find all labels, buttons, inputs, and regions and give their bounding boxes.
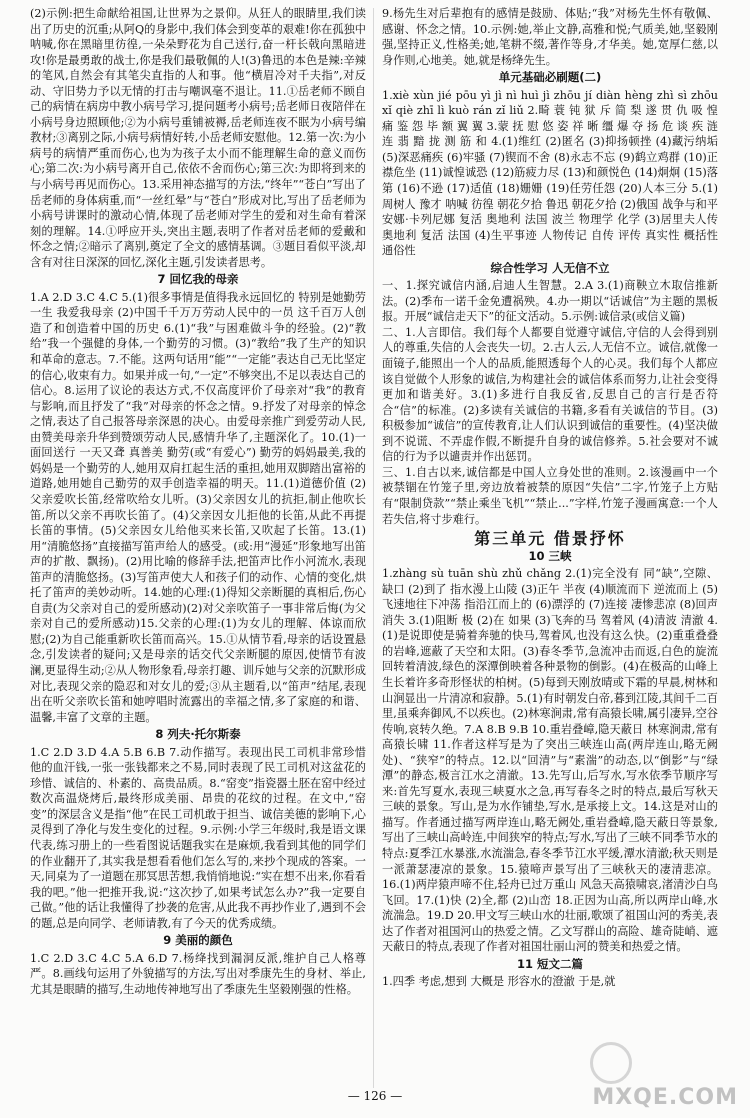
unit-heading: 第三单元 借景抒怀 — [474, 529, 626, 549]
section-heading: 综合性学习 人无信不立 — [490, 260, 610, 275]
section-heading: 10 三峡 — [528, 548, 572, 563]
answer-paragraph: (2)示例:把生命献给祖国,让世界为之景仰。从狂人的眼睛里,我们读出了历史的沉重;从阿Q的身影中,我们体会到变革的艰难!你在孤独中呐喊,你在黑暗里彷徨,一朵朵野花为自己送行,奋一杆长戟向黑暗进攻!你是最勇敢的战士,你是我们最敬佩的人!(3)鲁迅的本色是辣:辛辣的笔风,自然会有其笔尖直指的人和事。他“横眉冷对千夫指”,对反动、守旧势力予以无情的打击与嘲讽毫不退让。11.①岳老师不顾自己的病情在病房中教小病号学习,提问题考小病号;岳老师日夜陪伴在小病号身边照顾他;②为小病号重铺被褥,岳老师连夜不眠为小病号编教材;③离别之际,小病号病情好转,小岳老师安慰他。12.第一次:为小病号的病情严重而伤心,也为为孩子太小而不能理解生命的意义而伤心;第二次:为小病号离开自己,依依不舍而伤心;第三次:为即将到来的与小病号再见而伤心。13.采用神态描写的方法,“终年”“苍白”写出了岳老师的身体病重,而“一丝红晕”与“苍白”形成对比,写出了岳老师为小病号讲课时的激动心情,体现了岳老师对学生的爱和对生命有着深刻的理解。14.①呼应开头,突出主题,表明了作者对岳老师的爱戴和怀念之情;②暗示了离别,奠定了全文的感情基调。③题目看似平淡,却含有对往日深深的回忆,深化主题,引发读者思考。 — [30, 7, 366, 269]
answer-paragraph: 1.C 2.D 3.D 4.A 5.B 6.B 7.动作描写。表现出民工司机非常珍惜他的血汗钱,一张一张钱都来之不易,同时表现了民工司机对这盆花的珍惜、诚信的、朴素的、高贵品质。8.“窑变”指瓷器土胚在窑中经过数次高温烧烤后,最终形成美丽、昂贵的花纹的过程。在文中,“窑变”的深层含义是指“他”在民工司机敢于担当、诚信美德的影响下,心灵得到了净化与发生变化的过程。9.示例:小学三年级时,我是语文课代表,练习册上的一些看图说话题我实在是麻烦,我看到其他的同学们的作业翻开了,其实我是想看看他们怎么写的,来抄个现成的答案。一天,同桌为了一道题在那冥思苦想,我悄悄地说:“实在想不出来,你看看我的吧。”他一把推开我,说:“这次抄了,如果考试怎么办?”我一定要自己做。”他的话让我懂得了抄袭的危害,从此我不再抄作业了,遇到不会的题,总是向同学、老师请教,有了今天的优秀成绩。 — [30, 745, 366, 930]
column-divider — [373, 8, 374, 1088]
section-heading: 9 美丽的颜色 — [163, 933, 233, 948]
answer-paragraph: 一、1.探究诚信内涵,启迪人生智慧。2.A 3.(1)商鞅立木取信推新法。(2)季布一诺千金免遭祸殃。4.办一期以“话诚信”为主题的黑板报。开展“诚信走天下”的征文活动。5.示例:诚信录(或信义篇) — [382, 279, 718, 324]
watermark-text: MXQE.COM — [592, 1085, 738, 1110]
answer-paragraph: 1.四季 考虑,想到 大概是 形容水的澄澈 于是,就 — [382, 975, 616, 989]
left-column — [30, 6, 366, 997]
section-heading: 单元基础必刷题(二) — [498, 70, 602, 85]
answer-paragraph: 1.A 2.D 3.C 4.C 5.(1)很多事情是值得我永远回忆的 特别是她勤劳一生 我爱我母亲 (2)中国千千万万劳动人民中的一员 这千百万人创造了和创造着中国的历史 6.(1)“我”与困难做斗争的经验。(2)“教给”我一个强健的身体,一个勤劳的习惯。(3)“教给”我了生产的知识和革命的意志。7.不能。这两句话用“能”“一定能”表达自己无比坚定的信心,收束有力。如果并成一句,“一定”不够突出,不足以表达自己的信心。8.运用了议论的表达方式,不仅高度评价了母亲对“我”的教育与影响,而且抒发了“我”对母亲的怀念之情。9.抒发了对母亲的悼念之情,表达了自己报答母亲深恩的决心。由爱母亲推广到爱劳动人民,由赞美母亲升华到赞颂劳动人民,感情升华了,主题深化了。10.(1)一面回送行 一天又聋 真善美 勤劳(或“有爱心”) 勤劳的妈妈最美,我的妈妈是一个勤劳的人,她用双肩扛起生活的重担,她用双脚踏出富裕的道路,她用她自己勤劳的双手创造幸福的明天。11.(1)道德价值 (2)父亲爱吹长笛,经常吹给女儿听。(3)父亲因女儿的抗拒,制止他吹长笛,所以父亲不再吹长笛了。(4)父亲因女儿拒他的长笛,从此不再提长笛的事情。(5)父亲因女儿给他买来长笛,又吹起了长笛。13.(1)用“清脆悠扬”直接描写笛声给人的感受。(或:用“漫延”形象地写出笛声的扩散、飘扬)。(2)用比喻的修辞手法,把笛声比作小河流水,表现笛声的清脆悠扬。(3)写笛声使大人和孩子们的动作、心情的变化,烘托了笛声的美妙动听。14.她的心理:(1)得知父亲断腿的真相后,伤心自责(为父亲对自己的爱所感动)(2)对父亲吹笛子一事非常后悔(为父亲对自己的爱所感动)15.父亲的心理:(1)为女儿的理解、体谅而欣慰;(2)为自己能重新吹长笛而高兴。15.①从情节看,母亲的话设置悬念,引发读者的疑问;又是母亲的话交代父亲断腿的原因,使情节有波澜,更显得生动;②从人物形象看,母亲打趣、训斥她与父亲的沉默形成对比,表现父亲的隐忍和对女儿的爱;③从主题看,以“笛声”结尾,表现出在听父亲吹长笛和她哼唱时流露出的幸福之情,多了家庭的和谐、温馨,丰富了文章的主题。 — [30, 290, 366, 724]
watermark-circle-icon — [590, 1042, 632, 1084]
page-number: — 126 — — [347, 1089, 403, 1103]
answer-paragraph: 9.杨先生对后辈抱有的感情是鼓励、体贴;“我”对杨先生怀有敬佩、感谢、怀念之情。10.示例:她,举止文静,高雅和悦;气质美,她,坚毅刚强,坚持正义,性格美;她,笔耕不缀,著作等身,才华美。她,宽厚仁慈,以身作则,心地美。她,就是杨绛先生。 — [382, 7, 718, 67]
answer-paragraph: 1.C 2.D 3.C 4.C 5.A 6.D 7.杨绛找到漏洞反派,维护自己人格尊严。8.画线句运用了外貌描写的方法,写出对季康先生的身材、举止,尤其是眼睛的描写,生动地传神地写出了季康先生坚毅刚强的性格。 — [30, 951, 366, 996]
section-heading: 7 回忆我的母亲 — [157, 272, 239, 287]
section-heading: 8 列夫·托尔斯泰 — [155, 727, 241, 742]
answer-paragraph: 1.xiè xùn jié pōu yì jì nì huì jì zhōu jí diàn hèng zhì sì zhōu xǐ qiè zhī lì kuò rán zǐ liǔ 2.畸 蓑 钝 狱 斥 简 梨 遂 贯 仇 吸 惶 痛 鉴 怨 毕 额 翼 翼 3.蒙 抚 慰 悠 姿 祥 晰 缰 爆 夺 扬 危 谈 疾 涟 连 翡 黯 拢 测 筋 和 4.(1)维红 (2)匿名 (3)抑扬顿挫 (4)藏污纳垢 (5)深恶痛疾 (6)牢骚 (7)锲而不舍 (8)永志不忘 (9)鹤立鸡群 (10)正襟危坐 (11)诚惶诚恐 (12)筋疲力尽 (13)和颜悦色 (14)炯炯 (15)落第 (16)不逊 (17)适值 (18)姗姗 (19)任劳任怨 (20)人本三分 5.(1)周树人 豫才 呐喊 彷徨 朝花夕拾 鲁迅 朝花夕拾 (2)俄国 战争与和平 安娜·卡列尼娜 复活 奥地利 法国 波兰 物理学 化学 (3)居里夫人传 奥地利 复活 法国 (4)生平事迹 人物传记 自传 评传 真实性 概括性 通俗性 — [382, 88, 718, 258]
right-column — [382, 6, 718, 990]
answer-paragraph: 二、1.人言即信。我们每个人都要自觉遵守诚信,守信的人会得到别人的尊重,失信的人会丧失一切。2.古人云,人无信不立。诚信,就像一面镜子,能照出一个人的品质,能照透每个人的心灵。我们每个人都应该自觉做个人形象的诚信,为构建社会的诚信体系而努力,让社会变得更加和谐美好。3.(1)多进行自我反省,反思自己的言行是否符合“信”的标准。(2)多读有关诚信的书籍,多看有关诚信的节目。(3)积极参加“诚信”的宣传教育,让人们认识到诚信的重要性。(4)坚决做到不说谎、不弄虚作假,不断提升自身的诚信修养。5.社会要对不诚信的行为予以谴责并作出惩罚。 — [382, 325, 718, 464]
answer-paragraph: 1.zhàng sù tuān shù zhǔ chǎng 2.(1)完全没有 同“缺”,空隙、缺口 (2)到了 指水漫上山陵 (3)正午 半夜 (4)顺流而下 逆流而上 (5)飞速地往下冲荡 指沿江而上的 (6)漂浮的 (7)连接 凄惨悲凉 (8)回声 消失 3.(1)阻断 极 (2)在 如果 (3)飞奔的马 驾着风 (4)清波 清澈 4.(1)是说即使是骑着奔驰的快马,驾着风,也没有这么快。(2)重重叠叠的岩峰,遮蔽了天空和太阳。(3)春冬季节,急流冲击而返,白色的旋流回转着清波,绿色的深潭倒映着各种景物的倒影。(4)在极高的山峰上生长着许多奇形怪状的柏树。(5)每到天刚放晴或下霜的早晨,树林和山涧显出一片清凉和寂静。5.(1)有时朝发白帝,暮到江陵,其间千二百里,虽乘奔御风,不以疾也。(2)林寒涧肃,常有高猿长啸,属引凄异,空谷传响,哀转久绝。7.A 8.B 9.B 10.重岩叠嶂,隐天蔽日 林寒涧肃,常有高猿长啸 11.作者这样写是为了突出三峡连山高(两岸连山,略无阙处)、“狭窄”的特点。12.以“回清”与“素湍”的动态,以“倒影”与“绿潭”的静态,极言江水之清澈。13.先写山,后写水,写水依季节顺序写来:首先写夏水,表现三峡夏水之急,再写春冬之时的特点,最后写秋天三峡的景象。写山,是为水作铺垫,写水,是承接上文。14.这是对山的描写。作者通过描写两岸连山,略无阙处,重岩叠嶂,隐天蔽日等景象,写出了三峡山高岭连,中间狭窄的特点;写水,写出了三峡不同季节水的特点:夏季江水暴涨,水流湍急,春冬季节江水平缓,潭水清澈;秋天则是一派萧瑟凄凉的景象。15.猿啼声景写出了三峡秋天的凄清悲凉。16.(1)两岸猿声啼不住,轻舟已过万重山 风急天高猿啸哀,渚清沙白鸟飞回。17.(1)快 (2)全,都 (2)山峦 18.正因为山高,所以两岸山峰,水流湍急。19.D 20.甲文写三峡山水的壮丽,歌颂了祖国山河的秀美,表达了作者对祖国河山的热爱之情。乙文写群山的高险、雄奇陡峭、遮天蔽日的特点,表现了作者对祖国壮丽山河的赞美和热爱之情。 — [382, 567, 718, 954]
section-heading: 11 短文二篇 — [516, 956, 583, 971]
answer-paragraph: 三、1.自古以来,诚信都是中国人立身处世的准则。2.该漫画中一个被禁锢在竹笼子里,旁边放着被禁的原因“失信”二字,竹笼子上方贴有“限制贷款”“禁止乘坐飞机”“禁止...”字样,竹笼子漫画寓意:一个人若失信,将寸步难行。 — [382, 465, 718, 526]
watermark-logo — [588, 1052, 738, 1110]
